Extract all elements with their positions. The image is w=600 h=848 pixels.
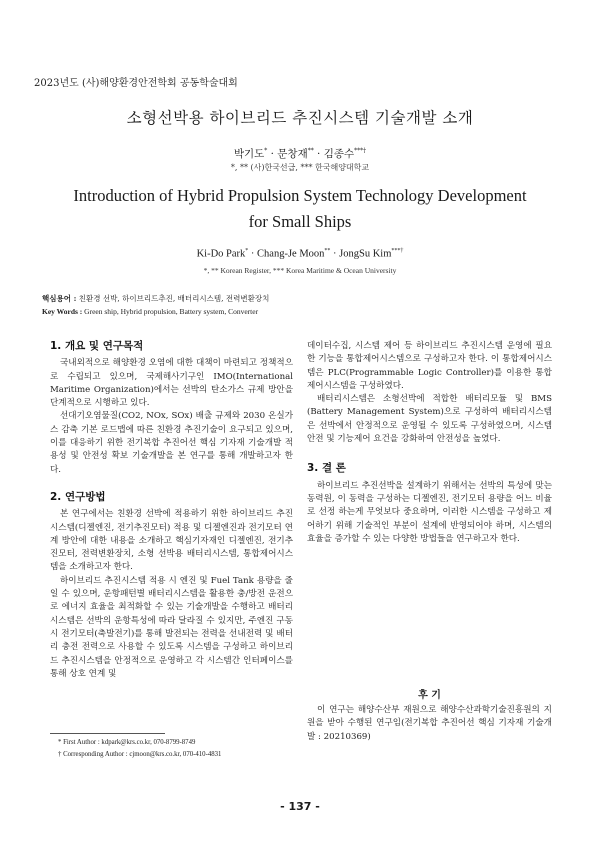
korean-title: 소형선박용 하이브리드 추진시스템 기술개발 소개 <box>126 109 474 127</box>
section-heading: 2. 연구방법 <box>50 490 106 503</box>
acknowledgement-heading: 후 기 <box>418 690 441 701</box>
author-separator: · <box>248 248 258 260</box>
paragraph: 배터리시스템은 소형선박에 적합한 배터리모듈 및 BMS (Battery Management System)으로 구성하여 배터리시스템은 선박에서 안정적으로 운영될 수 있도록 구성하였으며, 시스템 안전 및 기능제어 요건을 강화하여 안전성을 높였다. <box>307 394 552 445</box>
paragraph: 하이브리드 추진선박을 설계하기 위해서는 선박의 특성에 맞는 동력원, 이 동력을 구성하는 디젤엔진, 전기모터 용량을 어느 비율로 선정 하는게 무엇보다 중요하며, 이러한 시스템을 구성하고 제어하기 위해 기술적인 부분이 설계에 반영되어야 하며, 시스템의 효율을 증가할 수 있는 다양한 방법들을 연구하고자 한다. <box>307 480 552 544</box>
keywords-text: Green ship, Hybrid propulsion, Battery system, Converter <box>84 307 259 316</box>
right-column <box>307 340 552 546</box>
footnote-corresponding-author: † Corresponding Author : cjmoon@krs.co.kr, 070-410-4831 <box>58 751 222 758</box>
keywords-english <box>42 306 562 317</box>
paragraph: 국내외적으로 해양환경 오염에 대한 대책이 마련되고 정책적으로 수립되고 있으며, 국제해사기구인 IMO(International Maritime Organization)에서는 선박의 탄소가스 규제 방안을 단계적으로 시행하고 있다. <box>50 358 293 409</box>
korean-authors <box>0 146 600 161</box>
english-title: Introduction of Hybrid Propulsion System Technology Development for Small Ships <box>73 186 527 231</box>
author-mark: ** <box>324 248 331 254</box>
keywords-label: Key Words : <box>42 307 83 316</box>
author-name: 문창재 <box>277 148 308 160</box>
paragraph: 데이터수집, 시스템 제어 등 하이브리드 추진시스템 운영에 필요한 기능을 통합제어시스템으로 구성하고자 한다. 이 통합제어시스템은 PLC(Programmable Logic Controller)를 이용한 통합제어시스템을 구성하였다. <box>307 341 552 391</box>
english-affiliation: *, ** Korean Register, *** Korea Maritime & Ocean University <box>203 266 397 275</box>
left-column <box>50 340 293 681</box>
author-separator: · <box>267 148 278 160</box>
author-mark: * <box>264 147 268 155</box>
author-mark: ***† <box>391 248 404 254</box>
author-separator: · <box>330 248 340 260</box>
author-separator: · <box>313 148 324 160</box>
korean-affiliation: *, ** (사)한국선급, *** 한국해양대학교 <box>230 163 370 172</box>
english-authors <box>0 248 600 260</box>
keywords-korean <box>42 293 562 304</box>
author-name: 김종수 <box>323 148 355 160</box>
author-name: Ki-Do Park <box>196 248 246 260</box>
author-name: Chang-Je Moon <box>257 248 325 260</box>
paragraph: 선대기오염물질(CO2, NOx, SOx) 배출 규제와 2030 온실가스 감축 기본 로드맵에 따른 친환경 추진기술이 요구되고 있으며, 이를 대응하기 위한 전기복합 추진어선 핵심 기자재 기술개발 적용성 및 안전성 확보 기술개발을 본 연구를 통해 개발하고자 한다. <box>50 411 293 475</box>
section-heading: 3. 결 론 <box>307 462 346 475</box>
keywords-text: 친환경 선박, 하이브리드추진, 배터리시스템, 전력변환장치 <box>78 294 270 303</box>
paragraph: 이 연구는 해양수산부 재원으로 해양수산과학기술진흥원의 지원을 받아 수행된 연구임(전기복합 추진어선 핵심 기자재 기술개발 : 20210369) <box>307 705 552 742</box>
author-mark: ***† <box>354 147 367 155</box>
footnote-divider <box>50 733 165 734</box>
author-mark: ** <box>307 147 314 155</box>
footnote-first-author: * First Author : kdpark@krs.co.kr, 070-8799-8749 <box>58 739 196 746</box>
keywords-label: 핵심용어 : <box>42 294 77 303</box>
conference-header: 2023년도 (사)해양환경안전학회 공동학술대회 <box>34 78 238 89</box>
author-mark: * <box>245 248 249 254</box>
page-number: - 137 - <box>280 800 320 813</box>
acknowledgement <box>307 704 552 744</box>
section-heading: 1. 개요 및 연구목적 <box>50 340 144 352</box>
author-name: JongSu Kim <box>339 248 392 260</box>
author-name: 박기도 <box>233 148 265 160</box>
paragraph: 본 연구에서는 친환경 선박에 적용하기 위한 하이브리드 추진시스템(디젤엔진, 전기추진모터) 적용 및 디젤엔진과 전기모터 연계 방안에 대한 내용을 소개하고 핵심기자재인 디젤엔진, 전기추진모터, 전력변환장치, 소형 선박용 배터리시스템, 통합제어시스템을 소개하고자 한다. <box>50 509 293 573</box>
paragraph: 하이브리드 추진시스템 적용 시 엔진 및 Fuel Tank 용량을 줄일 수 있으며, 운항패턴별 배터리시스템을 활용한 충/방전 운전으로 에너지 효율을 최적화할 수 있는 기술개발을 수행하고 배터리시스템은 선박의 운항특성에 따라 달라질 수 있지만, 주엔진 구동시 전기모터(축발전기)를 통해 발전되는 전력을 선내전력 및 배터리 충전 전력으로 사용할 수 있도록 시스템을 구성하고 하이브리드 추진시스템을 안정적으로 운영하고 각 시스템간 인터페이스를 통해 상호 연계 및 <box>50 575 293 679</box>
